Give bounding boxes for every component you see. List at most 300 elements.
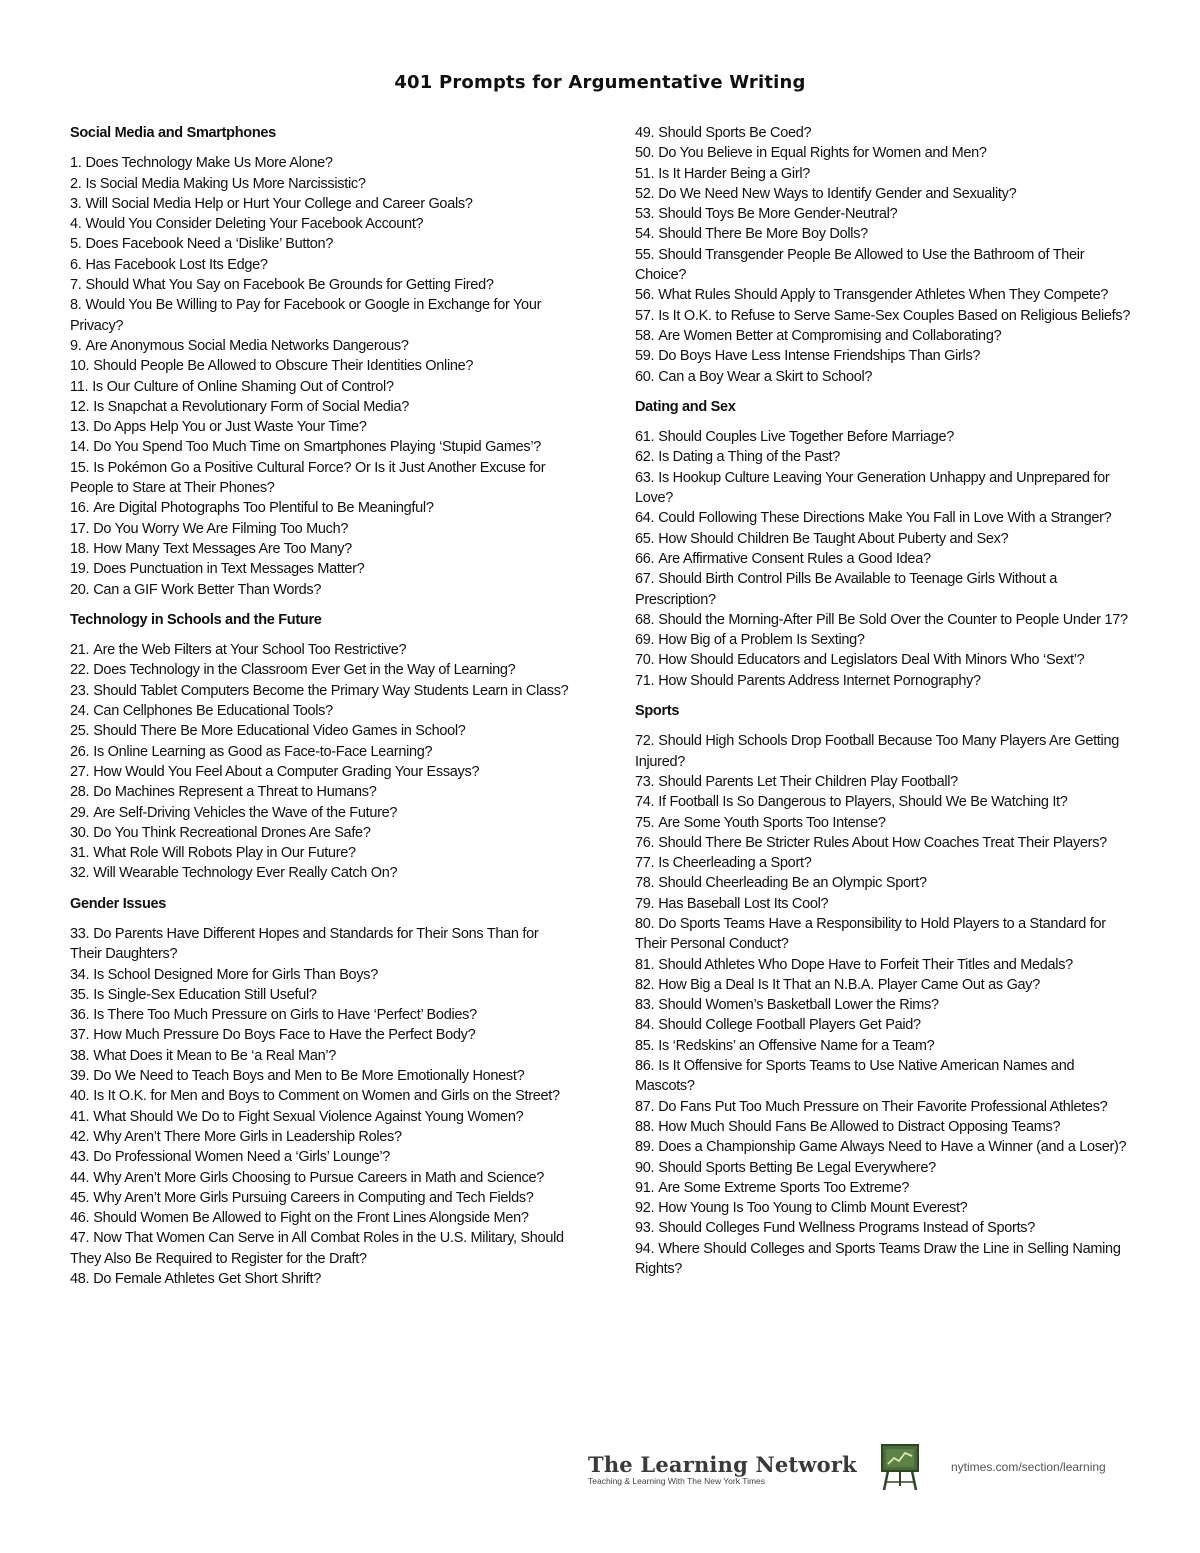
easel-chart-icon xyxy=(878,1442,922,1492)
prompt-number: 86. xyxy=(635,1058,655,1075)
prompt-number: 43. xyxy=(70,1149,90,1166)
prompt-item xyxy=(635,1158,1135,1178)
prompt-text: Should Tablet Computers Become the Primary Way Students Learn in Class? xyxy=(93,682,569,699)
prompt-text: Should Sports Be Coed? xyxy=(658,125,812,141)
prompt-number: 22. xyxy=(70,662,90,679)
prompt-item xyxy=(70,275,570,295)
prompt-text: Has Facebook Lost Its Edge? xyxy=(85,256,268,273)
prompt-number: 76. xyxy=(635,834,655,851)
prompt-text: Are the Web Filters at Your School Too Restrictive? xyxy=(93,642,407,659)
prompt-text: Is There Too Much Pressure on Girls to Have ‘Perfect’ Bodies? xyxy=(93,1007,477,1024)
prompt-text: Do You Spend Too Much Time on Smartphones Playing ‘Stupid Games’? xyxy=(93,439,542,456)
prompt-number: 3. xyxy=(70,195,82,212)
section xyxy=(70,123,570,600)
prompt-number: 9. xyxy=(70,337,82,354)
prompt-text: What Should We Do to Fight Sexual Violence Against Young Women? xyxy=(93,1108,524,1125)
prompt-number: 56. xyxy=(635,287,655,304)
prompt-text: Do We Need New Ways to Identify Gender and Sexuality? xyxy=(658,185,1017,202)
prompt-item xyxy=(635,447,1135,467)
prompt-number: 47. xyxy=(70,1230,90,1247)
prompt-text: Do Parents Have Different Hopes and Standards for Their Sons Than for Their Daughters? xyxy=(70,925,539,963)
prompt-item xyxy=(70,255,570,275)
prompt-number: 65. xyxy=(635,530,655,547)
prompt-number: 30. xyxy=(70,824,90,841)
prompt-text: Are Some Extreme Sports Too Extreme? xyxy=(658,1179,910,1196)
prompt-text: Will Social Media Help or Hurt Your College and Career Goals? xyxy=(85,195,473,212)
learning-network-logo[interactable] xyxy=(588,1452,857,1486)
section xyxy=(70,610,570,884)
prompt-text: Do You Believe in Equal Rights for Women and Men? xyxy=(658,145,987,162)
prompt-text: Should Parents Let Their Children Play Football? xyxy=(658,773,958,790)
prompt-text: If Football Is So Dangerous to Players, Should We Be Watching It? xyxy=(658,794,1068,811)
prompt-text: Are Women Better at Compromising and Collaborating? xyxy=(658,327,1002,344)
prompt-item xyxy=(70,1168,570,1188)
prompt-number: 29. xyxy=(70,804,90,821)
prompt-text: How Young Is Too Young to Climb Mount Everest? xyxy=(658,1200,968,1217)
prompt-text: Should the Morning-After Pill Be Sold Over the Counter to People Under 17? xyxy=(658,611,1128,628)
prompt-number: 74. xyxy=(635,794,655,811)
prompt-number: 20. xyxy=(70,581,90,598)
prompt-item xyxy=(635,1198,1135,1218)
prompt-text: Now That Women Can Serve in All Combat Roles in the U.S. Military, Should They Also Be Required to Register for the Draft? xyxy=(70,1230,564,1267)
prompt-item xyxy=(70,660,570,680)
prompt-item xyxy=(70,174,570,194)
prompt-item xyxy=(635,468,1135,509)
prompt-number: 6. xyxy=(70,256,82,273)
prompt-text: Do Machines Represent a Threat to Humans? xyxy=(93,784,377,801)
prompt-number: 69. xyxy=(635,632,655,649)
prompt-number: 26. xyxy=(70,743,90,760)
prompt-text: Do Sports Teams Have a Responsibility to Hold Players to a Standard for Their Personal Conduct? xyxy=(635,915,1106,953)
prompt-number: 94. xyxy=(635,1240,655,1257)
prompt-number: 4. xyxy=(70,216,82,233)
prompt-number: 12. xyxy=(70,398,90,415)
prompt-number: 75. xyxy=(635,814,655,831)
prompt-text: Is Snapchat a Revolutionary Form of Social Media? xyxy=(93,398,410,415)
prompt-item xyxy=(635,731,1135,772)
prompt-text: What Does it Mean to Be ‘a Real Man’? xyxy=(93,1047,337,1064)
prompt-text: Can a GIF Work Better Than Words? xyxy=(93,581,322,598)
prompt-item xyxy=(635,123,1135,143)
prompt-text: Where Should Colleges and Sports Teams Draw the Line in Selling Naming Rights? xyxy=(635,1240,1121,1278)
prompt-number: 53. xyxy=(635,206,655,223)
prompt-item xyxy=(70,762,570,782)
prompt-text: Do Fans Put Too Much Pressure on Their Favorite Professional Athletes? xyxy=(658,1098,1108,1115)
prompt-number: 54. xyxy=(635,226,655,243)
prompt-item xyxy=(70,580,570,600)
prompt-item xyxy=(635,955,1135,975)
prompt-number: 71. xyxy=(635,672,655,689)
prompt-text: How Much Pressure Do Boys Face to Have the Perfect Body? xyxy=(93,1027,476,1044)
prompt-item xyxy=(70,1066,570,1086)
prompt-text: Should There Be More Boy Dolls? xyxy=(658,226,868,243)
prompt-item xyxy=(70,640,570,660)
prompt-text: Is It Offensive for Sports Teams to Use Native American Names and Mascots? xyxy=(635,1058,1075,1095)
prompt-number: 32. xyxy=(70,865,90,882)
prompt-item xyxy=(70,417,570,437)
prompt-number: 52. xyxy=(635,185,655,202)
prompt-item xyxy=(635,671,1135,691)
prompt-text: Should People Be Allowed to Obscure Their Identities Online? xyxy=(93,358,474,375)
left-column xyxy=(70,123,570,1299)
prompt-item xyxy=(70,701,570,721)
prompt-item xyxy=(70,1046,570,1066)
prompt-text: Should Women Be Allowed to Fight on the Front Lines Alongside Men? xyxy=(93,1210,529,1227)
prompt-item xyxy=(70,782,570,802)
prompt-number: 21. xyxy=(70,642,90,659)
prompt-number: 35. xyxy=(70,986,90,1003)
prompt-item xyxy=(635,1117,1135,1137)
prompt-number: 78. xyxy=(635,875,655,892)
prompt-item xyxy=(635,894,1135,914)
prompt-text: Are Digital Photographs Too Plentiful to Be Meaningful? xyxy=(93,500,434,517)
section-heading: Social Media and Smartphones xyxy=(70,125,276,141)
prompt-list xyxy=(70,153,570,600)
prompt-number: 45. xyxy=(70,1189,90,1206)
prompt-number: 39. xyxy=(70,1068,90,1085)
site-url[interactable]: nytimes.com/section/learning xyxy=(951,1460,1106,1474)
prompt-text: Should Cheerleading Be an Olympic Sport? xyxy=(658,875,927,892)
prompt-text: Are Some Youth Sports Too Intense? xyxy=(658,814,886,831)
prompt-item xyxy=(635,1178,1135,1198)
prompt-number: 49. xyxy=(635,125,655,141)
prompt-number: 37. xyxy=(70,1027,90,1044)
prompt-text: Does a Championship Game Always Need to Have a Winner (and a Loser)? xyxy=(658,1139,1127,1156)
prompt-item xyxy=(70,336,570,356)
prompt-number: 59. xyxy=(635,348,655,365)
prompt-number: 89. xyxy=(635,1139,655,1156)
prompt-text: Would You Consider Deleting Your Facebook Account? xyxy=(85,216,424,233)
prompt-text: How Should Educators and Legislators Deal With Minors Who ‘Sext’? xyxy=(658,652,1085,669)
prompt-number: 18. xyxy=(70,540,90,557)
prompt-text: Should Toys Be More Gender-Neutral? xyxy=(658,206,898,223)
section xyxy=(635,701,1135,1279)
prompt-item xyxy=(635,427,1135,447)
prompt-text: Should There Be Stricter Rules About How Coaches Treat Their Players? xyxy=(658,834,1107,851)
prompt-item xyxy=(70,681,570,701)
prompt-text: Is ‘Redskins’ an Offensive Name for a Team? xyxy=(658,1037,935,1054)
prompt-item xyxy=(70,559,570,579)
prompt-item xyxy=(70,1188,570,1208)
section xyxy=(635,123,1135,387)
prompt-number: 44. xyxy=(70,1169,90,1186)
prompt-item xyxy=(70,863,570,883)
prompt-list xyxy=(635,123,1135,387)
prompt-number: 19. xyxy=(70,561,90,578)
prompt-text: How Many Text Messages Are Too Many? xyxy=(93,540,352,557)
prompt-number: 24. xyxy=(70,703,90,720)
prompt-number: 48. xyxy=(70,1271,90,1288)
prompt-text: What Role Will Robots Play in Our Future? xyxy=(93,845,356,862)
prompt-text: Why Aren’t There More Girls in Leadership Roles? xyxy=(93,1128,402,1145)
prompt-text: How Should Children Be Taught About Puberty and Sex? xyxy=(658,530,1009,547)
prompt-text: How Big of a Problem Is Sexting? xyxy=(658,632,865,649)
prompt-number: 50. xyxy=(635,145,655,162)
prompt-item xyxy=(635,833,1135,853)
prompt-text: Should College Football Players Get Paid? xyxy=(658,1017,921,1034)
prompt-number: 36. xyxy=(70,1007,90,1024)
prompt-number: 23. xyxy=(70,682,90,699)
prompt-text: Is It Harder Being a Girl? xyxy=(658,165,811,182)
prompt-item xyxy=(70,397,570,417)
prompt-item xyxy=(70,985,570,1005)
prompt-item xyxy=(635,853,1135,873)
prompt-text: Are Self-Driving Vehicles the Wave of the Future? xyxy=(93,804,398,821)
prompt-text: Is It O.K. to Refuse to Serve Same-Sex Couples Based on Religious Beliefs? xyxy=(658,307,1131,324)
prompt-number: 84. xyxy=(635,1017,655,1034)
prompt-number: 73. xyxy=(635,773,655,790)
prompt-number: 13. xyxy=(70,419,90,436)
prompt-text: What Rules Should Apply to Transgender Athletes When They Compete? xyxy=(658,287,1109,304)
prompt-item xyxy=(635,1056,1135,1097)
prompt-number: 83. xyxy=(635,997,655,1014)
prompt-text: Would You Be Willing to Pay for Facebook or Google in Exchange for Your Privacy? xyxy=(70,297,542,334)
prompt-number: 91. xyxy=(635,1179,655,1196)
prompt-text: Should Transgender People Be Allowed to Use the Bathroom of Their Choice? xyxy=(635,246,1085,284)
prompt-text: Has Baseball Lost Its Cool? xyxy=(658,895,829,912)
prompt-number: 8. xyxy=(70,297,82,314)
section-heading: Sports xyxy=(635,703,680,720)
prompt-number: 14. xyxy=(70,439,90,456)
prompt-text: Is School Designed More for Girls Than Boys? xyxy=(93,966,378,983)
prompt-item xyxy=(70,234,570,254)
prompt-number: 85. xyxy=(635,1037,655,1054)
prompt-number: 77. xyxy=(635,855,655,872)
prompt-number: 15. xyxy=(70,459,90,476)
prompt-text: Does Technology in the Classroom Ever Get in the Way of Learning? xyxy=(93,662,516,679)
prompt-text: Do Professional Women Need a ‘Girls’ Lounge’? xyxy=(93,1149,391,1166)
prompt-text: Should High Schools Drop Football Because Too Many Players Are Getting Injured? xyxy=(635,733,1119,770)
prompt-item xyxy=(635,792,1135,812)
prompt-item xyxy=(70,1025,570,1045)
prompt-item xyxy=(635,245,1135,286)
prompt-text: Do Boys Have Less Intense Friendships Than Girls? xyxy=(658,348,981,365)
prompt-item xyxy=(70,1005,570,1025)
prompt-text: How Much Should Fans Be Allowed to Distract Opposing Teams? xyxy=(658,1118,1061,1135)
prompt-text: Should There Be More Educational Video Games in School? xyxy=(93,723,466,740)
prompt-number: 28. xyxy=(70,784,90,801)
prompt-number: 41. xyxy=(70,1108,90,1125)
prompt-item xyxy=(70,843,570,863)
prompt-item xyxy=(635,306,1135,326)
prompt-text: Do We Need to Teach Boys and Men to Be More Emotionally Honest? xyxy=(93,1068,525,1085)
prompt-item xyxy=(635,813,1135,833)
prompt-text: Can a Boy Wear a Skirt to School? xyxy=(658,368,873,385)
prompt-item xyxy=(635,873,1135,893)
prompt-number: 58. xyxy=(635,327,655,344)
prompt-item xyxy=(635,508,1135,528)
prompt-number: 42. xyxy=(70,1128,90,1145)
prompt-item xyxy=(70,1127,570,1147)
prompt-item xyxy=(635,184,1135,204)
prompt-text: Could Following These Directions Make You Fall in Love With a Stranger? xyxy=(658,510,1112,527)
prompt-number: 34. xyxy=(70,966,90,983)
prompt-text: Do Female Athletes Get Short Shrift? xyxy=(93,1271,322,1288)
prompt-item xyxy=(635,772,1135,792)
prompt-item xyxy=(70,1107,570,1127)
prompt-text: Should What You Say on Facebook Be Grounds for Getting Fired? xyxy=(85,277,494,294)
prompt-text: Do You Worry We Are Filming Too Much? xyxy=(93,520,349,537)
prompt-item xyxy=(635,1015,1135,1035)
prompt-item xyxy=(635,1097,1135,1117)
prompt-text: Is Cheerleading a Sport? xyxy=(658,855,812,872)
prompt-item xyxy=(70,356,570,376)
prompt-text: How Big a Deal Is It That an N.B.A. Player Came Out as Gay? xyxy=(658,976,1041,993)
prompt-number: 31. xyxy=(70,845,90,862)
prompt-item xyxy=(70,437,570,457)
prompt-item xyxy=(635,143,1135,163)
prompt-text: Does Facebook Need a ‘Dislike’ Button? xyxy=(85,236,334,253)
prompt-text: How Should Parents Address Internet Pornography? xyxy=(658,672,981,689)
prompt-text: Should Colleges Fund Wellness Programs Instead of Sports? xyxy=(658,1220,1036,1237)
prompt-item xyxy=(635,529,1135,549)
prompt-number: 10. xyxy=(70,358,90,375)
prompt-number: 51. xyxy=(635,165,655,182)
prompt-number: 60. xyxy=(635,368,655,385)
prompt-text: Should Women’s Basketball Lower the Rims? xyxy=(658,997,939,1014)
prompt-item xyxy=(635,1137,1135,1157)
prompt-number: 1. xyxy=(70,155,82,172)
prompt-text: Why Aren’t More Girls Choosing to Pursue Careers in Math and Science? xyxy=(93,1169,545,1186)
footer xyxy=(588,1440,1108,1496)
prompt-number: 55. xyxy=(635,246,655,263)
prompt-text: Should Couples Live Together Before Marriage? xyxy=(658,429,955,446)
prompt-item xyxy=(70,498,570,518)
prompt-text: Is Pokémon Go a Positive Cultural Force? Or Is it Just Another Excuse for People to Stare at Their Phones? xyxy=(70,459,546,497)
prompt-number: 81. xyxy=(635,956,655,973)
prompt-item xyxy=(635,569,1135,610)
prompt-text: Why Aren’t More Girls Pursuing Careers in Computing and Tech Fields? xyxy=(93,1189,534,1206)
prompt-list xyxy=(635,731,1135,1279)
prompt-text: Do Apps Help You or Just Waste Your Time? xyxy=(93,419,367,436)
prompt-item xyxy=(635,1239,1135,1280)
prompt-item xyxy=(70,742,570,762)
prompt-text: Is Online Learning as Good as Face-to-Face Learning? xyxy=(93,743,433,760)
page-title: 401 Prompts for Argumentative Writing xyxy=(394,72,806,93)
prompt-item xyxy=(70,823,570,843)
prompt-item xyxy=(70,194,570,214)
section xyxy=(635,397,1135,691)
prompt-item xyxy=(635,204,1135,224)
prompt-item xyxy=(635,164,1135,184)
prompt-item xyxy=(635,367,1135,387)
brand-name: The Learning Network xyxy=(588,1452,857,1477)
prompt-number: 70. xyxy=(635,652,655,669)
section-heading: Dating and Sex xyxy=(635,398,736,415)
prompt-item xyxy=(635,326,1135,346)
prompt-item xyxy=(635,285,1135,305)
prompt-number: 40. xyxy=(70,1088,90,1105)
prompt-item xyxy=(70,1086,570,1106)
prompt-number: 92. xyxy=(635,1200,655,1217)
prompt-text: Is Dating a Thing of the Past? xyxy=(658,449,841,466)
prompt-number: 16. xyxy=(70,500,90,517)
prompt-number: 27. xyxy=(70,763,90,780)
section xyxy=(70,894,570,1290)
prompt-text: Should Birth Control Pills Be Available to Teenage Girls Without a Prescription? xyxy=(635,571,1058,608)
prompt-item xyxy=(70,721,570,741)
prompt-item xyxy=(635,630,1135,650)
prompt-item xyxy=(70,214,570,234)
prompt-item xyxy=(70,1269,570,1289)
prompt-number: 87. xyxy=(635,1098,655,1115)
prompt-item xyxy=(635,650,1135,670)
prompt-text: Is Social Media Making Us More Narcissistic? xyxy=(85,175,366,192)
prompt-item xyxy=(70,153,570,173)
prompt-number: 57. xyxy=(635,307,655,324)
prompt-number: 82. xyxy=(635,976,655,993)
prompt-number: 72. xyxy=(635,733,655,750)
prompt-text: How Would You Feel About a Computer Grading Your Essays? xyxy=(93,763,480,780)
prompt-text: Is Our Culture of Online Shaming Out of Control? xyxy=(92,378,394,395)
right-column xyxy=(635,123,1135,1289)
prompt-number: 93. xyxy=(635,1220,655,1237)
prompt-text: Does Punctuation in Text Messages Matter? xyxy=(93,561,365,578)
prompt-number: 61. xyxy=(635,429,655,446)
prompt-number: 33. xyxy=(70,925,90,942)
prompt-number: 79. xyxy=(635,895,655,912)
brand-tagline: Teaching & Learning With The New York Times xyxy=(588,1476,766,1486)
prompt-number: 2. xyxy=(70,175,82,192)
prompt-number: 62. xyxy=(635,449,655,466)
prompt-text: Can Cellphones Be Educational Tools? xyxy=(93,703,333,720)
prompt-item xyxy=(70,1208,570,1228)
prompt-number: 80. xyxy=(635,915,655,932)
prompt-item xyxy=(70,519,570,539)
prompt-item xyxy=(70,377,570,397)
prompt-item xyxy=(635,549,1135,569)
section-heading: Gender Issues xyxy=(70,895,167,912)
prompt-text: Are Anonymous Social Media Networks Dangerous? xyxy=(85,337,409,354)
prompt-item xyxy=(635,346,1135,366)
prompt-item xyxy=(70,1147,570,1167)
prompt-text: Are Affirmative Consent Rules a Good Idea? xyxy=(658,550,931,567)
prompt-item xyxy=(70,458,570,499)
prompt-number: 90. xyxy=(635,1159,655,1176)
prompt-text: Is Hookup Culture Leaving Your Generation Unhappy and Unprepared for Love? xyxy=(635,469,1110,507)
prompt-number: 88. xyxy=(635,1118,655,1135)
prompt-list xyxy=(70,924,570,1289)
prompt-item xyxy=(70,1228,570,1269)
prompt-item xyxy=(635,975,1135,995)
prompt-number: 67. xyxy=(635,571,655,588)
prompt-item xyxy=(635,1218,1135,1238)
prompt-number: 11. xyxy=(70,378,89,395)
prompt-text: Do You Think Recreational Drones Are Safe? xyxy=(93,824,371,841)
prompt-item xyxy=(70,803,570,823)
prompt-item xyxy=(635,995,1135,1015)
prompt-number: 63. xyxy=(635,469,655,486)
prompt-number: 38. xyxy=(70,1047,90,1064)
prompt-item xyxy=(70,924,570,965)
prompt-text: Should Sports Betting Be Legal Everywhere? xyxy=(658,1159,936,1176)
prompt-item xyxy=(635,1036,1135,1056)
prompt-number: 68. xyxy=(635,611,655,628)
section-heading: Technology in Schools and the Future xyxy=(70,611,322,628)
prompt-item xyxy=(635,610,1135,630)
prompt-text: Is Single-Sex Education Still Useful? xyxy=(93,986,317,1003)
prompt-list xyxy=(635,427,1135,691)
prompt-text: Should Athletes Who Dope Have to Forfeit Their Titles and Medals? xyxy=(658,956,1073,973)
prompt-text: Does Technology Make Us More Alone? xyxy=(85,155,333,172)
prompt-number: 64. xyxy=(635,510,655,527)
prompt-number: 25. xyxy=(70,723,90,740)
prompt-number: 17. xyxy=(70,520,90,537)
prompt-item xyxy=(70,295,570,336)
prompt-number: 66. xyxy=(635,550,655,567)
prompt-number: 46. xyxy=(70,1210,90,1227)
prompt-list xyxy=(70,640,570,884)
